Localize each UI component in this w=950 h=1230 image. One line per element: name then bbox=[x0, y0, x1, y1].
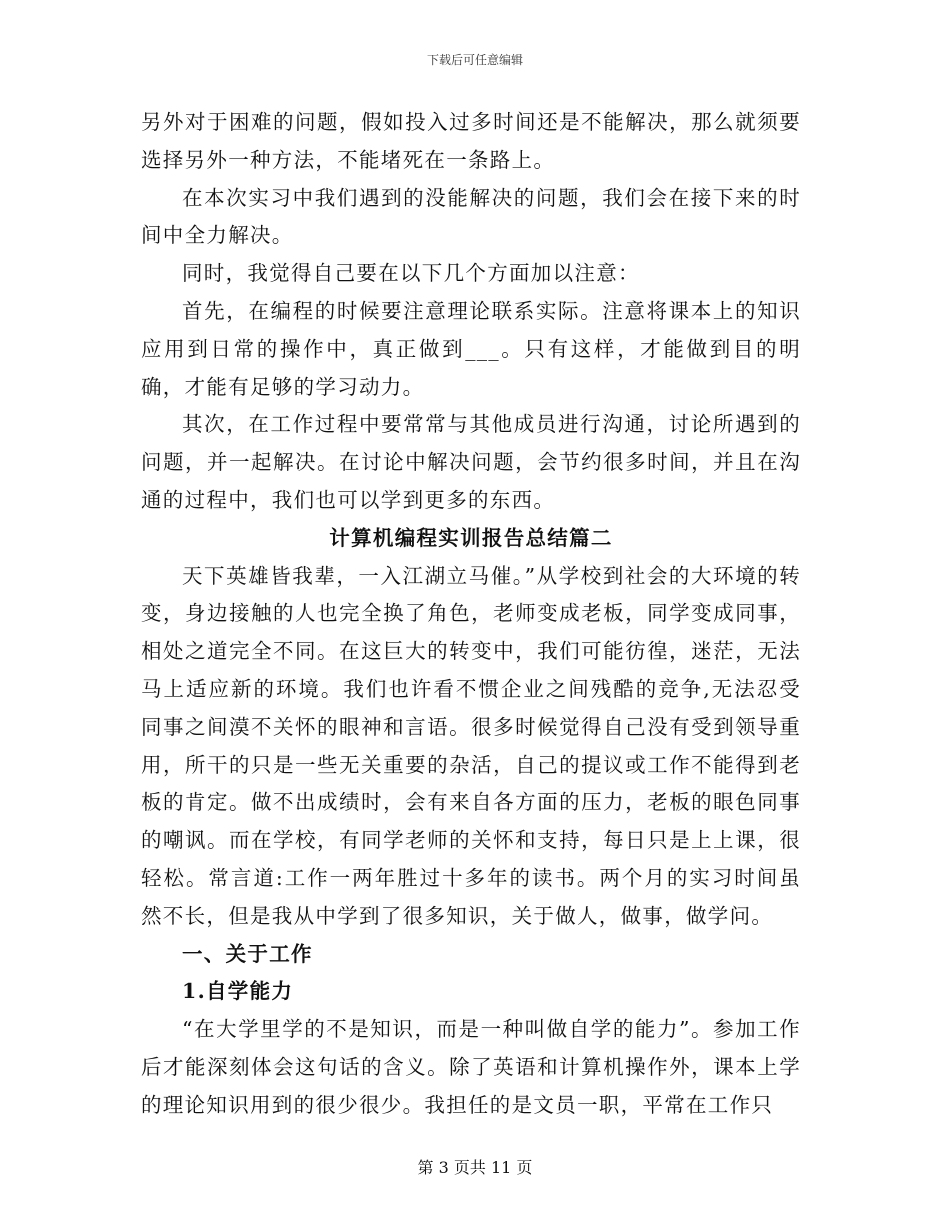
paragraph: 其次，在工作过程中要常常与其他成员进行沟通，讨论所遇到的问题，并一起解决。在讨论中解决问题，会节约很多时间，并且在沟通的过程中，我们也可以学到更多的东西。 bbox=[141, 412, 801, 512]
paragraph: 在本次实习中我们遇到的没能解决的问题，我们会在接下来的时间中全力解决。 bbox=[141, 185, 801, 248]
paragraph: “在大学里学的不是知识，而是一种叫做自学的能力”。参加工作后才能深刻体会这句话的含义。除了英语和计算机操作外，课本上学的理论知识用到的很少很少。我担任的是文员一职，平常在工作只 bbox=[141, 1017, 801, 1117]
document-body bbox=[141, 104, 801, 1125]
paragraph: 同时，我觉得自己要在以下几个方面加以注意： bbox=[182, 261, 640, 286]
page-number: 第 3 页共 11 页 bbox=[417, 1158, 533, 1177]
subheading: 一、关于工作 bbox=[182, 941, 313, 966]
section-heading: 计算机编程实训报告总结篇二 bbox=[329, 525, 613, 550]
paragraph: 另外对于困难的问题，假如投入过多时间还是不能解决，那么就须要选择另外一种方法，不能堵死在一条路上。 bbox=[141, 110, 801, 172]
subheading: 1.自学能力 bbox=[182, 979, 294, 1004]
paragraph: 天下英雄皆我辈，一入江湖立马催。”从学校到社会的大环境的转变，身边接触的人也完全换了角色，老师变成老板，同学变成同事，相处之道完全不同。在这巨大的转变中，我们可能彷徨，迷茫，无法马上适应新的环境。我们也许看不惯企业之间残酷的竞争,无法忍受同事之间漠不关怀的眼神和言语。很多时候觉得自己没有受到领导重用，所干的只是一些无关重要的杂活，自己的提议或工作不能得到老板的肯定。做不出成绩时，会有来自各方面的压力，老板的眼色同事的嘲讽。而在学校，有同学老师的关怀和支持，每日只是上上课，很轻松。常言道:工作一两年胜过十多年的读书。两个月的实习时间虽然不长，但是我从中学到了很多知识，关于做人，做事，做学问。 bbox=[141, 563, 801, 928]
page-header: 下载后可任意编辑 bbox=[426, 53, 523, 67]
paragraph: 首先，在编程的时候要注意理论联系实际。注意将课本上的知识应用到日常的操作中，真正做到___。只有这样，才能做到目的明确，才能有足够的学习动力。 bbox=[141, 298, 801, 399]
